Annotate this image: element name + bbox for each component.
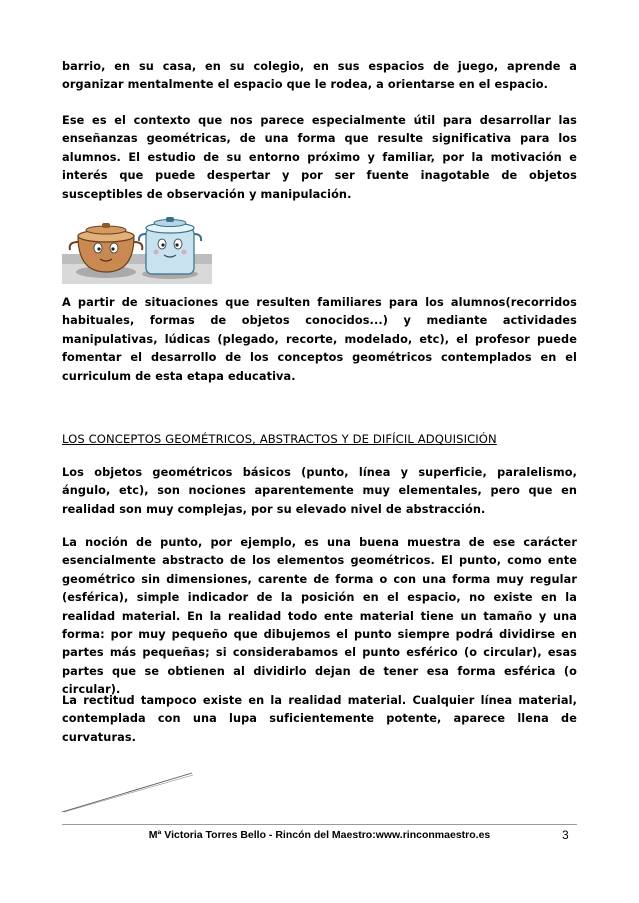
paragraph-2: Ese es el contexto que nos parece especialmente útil para desarrollar las enseñanzas geométricas, de una forma que resulte significativa para los alumnos. El estudio de su entorno próximo y familiar, por la motivación e interés que puede despertar y por ser fuente inagotable de objetos susceptibles de observación y manipulación. bbox=[62, 114, 577, 201]
footer-rule bbox=[62, 824, 577, 825]
paragraph-3: A partir de situaciones que resulten familiares para los alumnos(recorridos habituales, formas de objetos conocidos...) y mediante actividades manipulativas, lúdicas (plegado, recorte, modelado, etc), el profesor puede fomentar el desarrollo de los conceptos geométricos contemplados en el curriculum de esta etapa educativa. bbox=[62, 296, 577, 383]
paragraph-6: La rectitud tampoco existe en la realidad material. Cualquier línea material, contemplada con una lupa suficientemente potente, aparece llena de curvaturas. bbox=[62, 694, 577, 744]
paragraph-5: La noción de punto, por ejemplo, es una buena muestra de ese carácter esencialmente abstracto de los elementos geométricos. El punto, como ente geométrico sin dimensiones, carente de forma o con una forma muy regular (esférica), simple indicador de la posición en el espacio, no existe en la realidad material. En la realidad todo ente material tiene un tamaño y una forma: por muy pequeño que dibujemos el punto siempre podrá dividirse en partes más pequeñas; si considerabamos el punto esférico (o circular), esas partes que se obtienen al dividirlo dejan de tener esa forma esférica (o circular). bbox=[62, 536, 577, 697]
line-drawing bbox=[60, 770, 195, 815]
paragraph-1: barrio, en su casa, en su colegio, en sus espacios de juego, aprende a organizar mentalmente el espacio que le rodea, a orientarse en el espacio. bbox=[62, 60, 577, 92]
footer-credit: Mª Victoria Torres Bello - Rincón del Maestro:www.rinconmaestro.es bbox=[148, 829, 491, 841]
page-number: 3 bbox=[562, 828, 569, 842]
paragraph-4: Los objetos geométricos básicos (punto, línea y superficie, paralelismo, ángulo, etc), son nociones aparentemente muy elementales, pero que en realidad son muy complejas, por su elevado nivel de abstracción. bbox=[62, 466, 577, 516]
section-heading: LOS CONCEPTOS GEOMÉTRICOS, ABSTRACTOS Y DE DIFÍCIL ADQUISICIÓN bbox=[62, 432, 497, 446]
cooking-pots-illustration bbox=[62, 214, 212, 284]
